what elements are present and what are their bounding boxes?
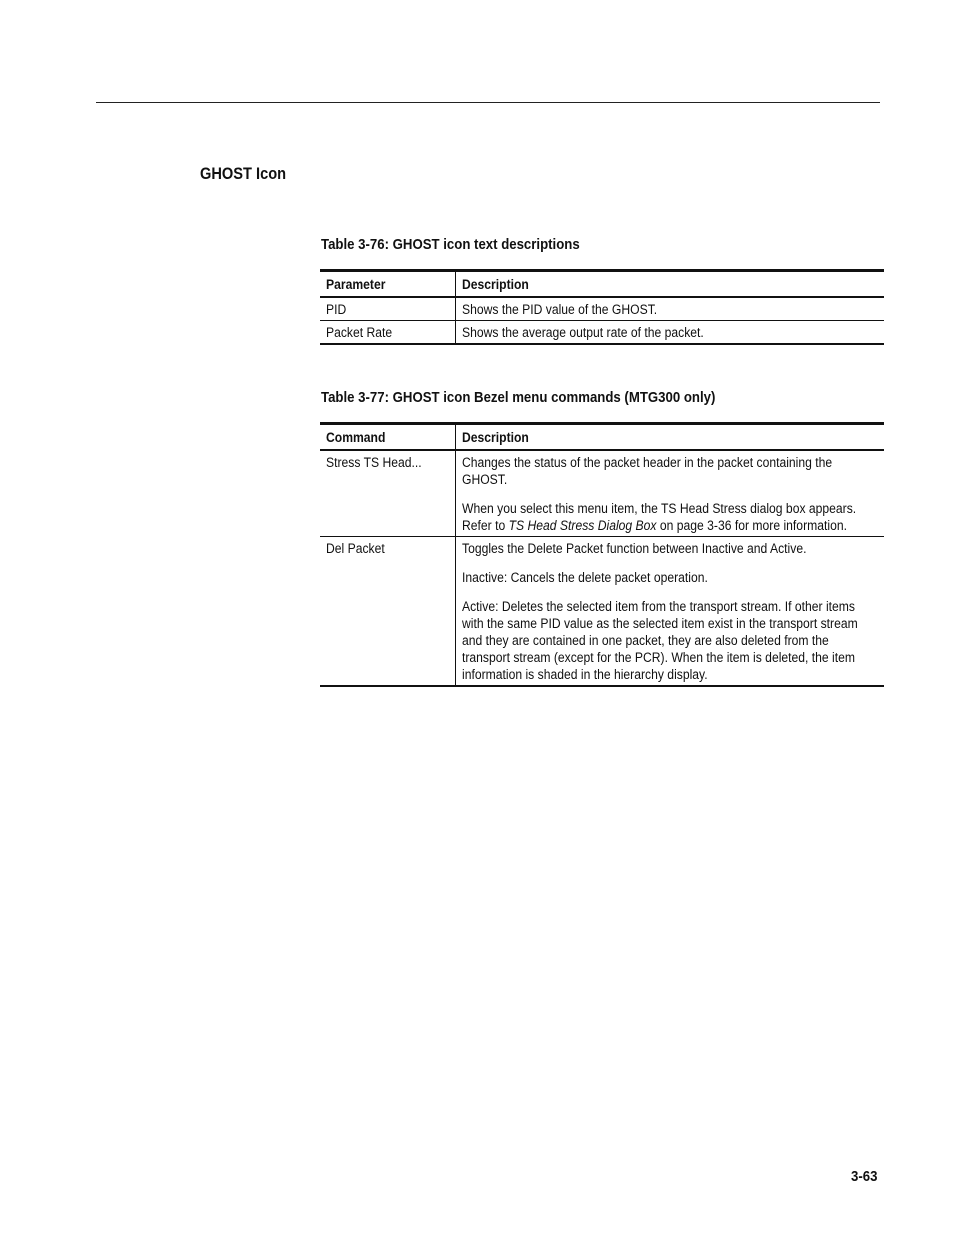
column-header-description: Description xyxy=(455,424,884,451)
column-header-command: Command xyxy=(326,430,386,445)
command-cell: Del Packet xyxy=(326,541,385,556)
ghost-text-descriptions-table xyxy=(320,269,884,345)
header-rule xyxy=(96,102,880,103)
table-header-row xyxy=(320,271,884,298)
table-header-row xyxy=(320,424,884,451)
table-caption-3-76: Table 3-76: GHOST icon text descriptions xyxy=(321,236,580,253)
description-paragraph: Toggles the Delete Packet function between Inactive and Active. xyxy=(461,541,806,556)
section-heading: GHOST Icon xyxy=(200,164,287,183)
page-number: 3-63 xyxy=(851,1168,878,1185)
table-row xyxy=(320,450,884,537)
table-caption-3-77: Table 3-77: GHOST icon Bezel menu commands (MTG300 only) xyxy=(321,389,716,406)
description-cell xyxy=(455,450,884,537)
table-row xyxy=(320,321,884,345)
description-paragraph: Active: Deletes the selected item from the transport stream. If other items with the same PID value as the selected item exist in the transport stream and they are contained in one packet, they are also deleted from the transport stream (except for the PCR). When the item is deleted, the item information is shaded in the hierarchy display. xyxy=(461,599,858,682)
table-row xyxy=(320,297,884,321)
description-cell xyxy=(455,537,884,687)
description-paragraph: Inactive: Cancels the delete packet operation. xyxy=(461,570,708,585)
command-cell: Stress TS Head... xyxy=(326,455,422,470)
description-paragraph: When you select this menu item, the TS Head Stress dialog box appears. Refer to TS Head Stress Dialog Box on page 3-36 for more information. xyxy=(461,501,856,533)
ghost-bezel-commands-table xyxy=(320,422,884,687)
description-cell: Shows the PID value of the GHOST. xyxy=(455,297,884,321)
parameter-cell: PID xyxy=(326,302,347,317)
column-header-description: Description xyxy=(455,271,884,298)
description-cell: Shows the average output rate of the packet. xyxy=(455,321,884,345)
cross-reference: TS Head Stress Dialog Box xyxy=(508,518,656,533)
column-header-parameter: Parameter xyxy=(326,277,386,292)
description-paragraph: Changes the status of the packet header in the packet containing the GHOST. xyxy=(461,455,832,487)
table-row xyxy=(320,537,884,687)
parameter-cell: Packet Rate xyxy=(326,325,393,340)
